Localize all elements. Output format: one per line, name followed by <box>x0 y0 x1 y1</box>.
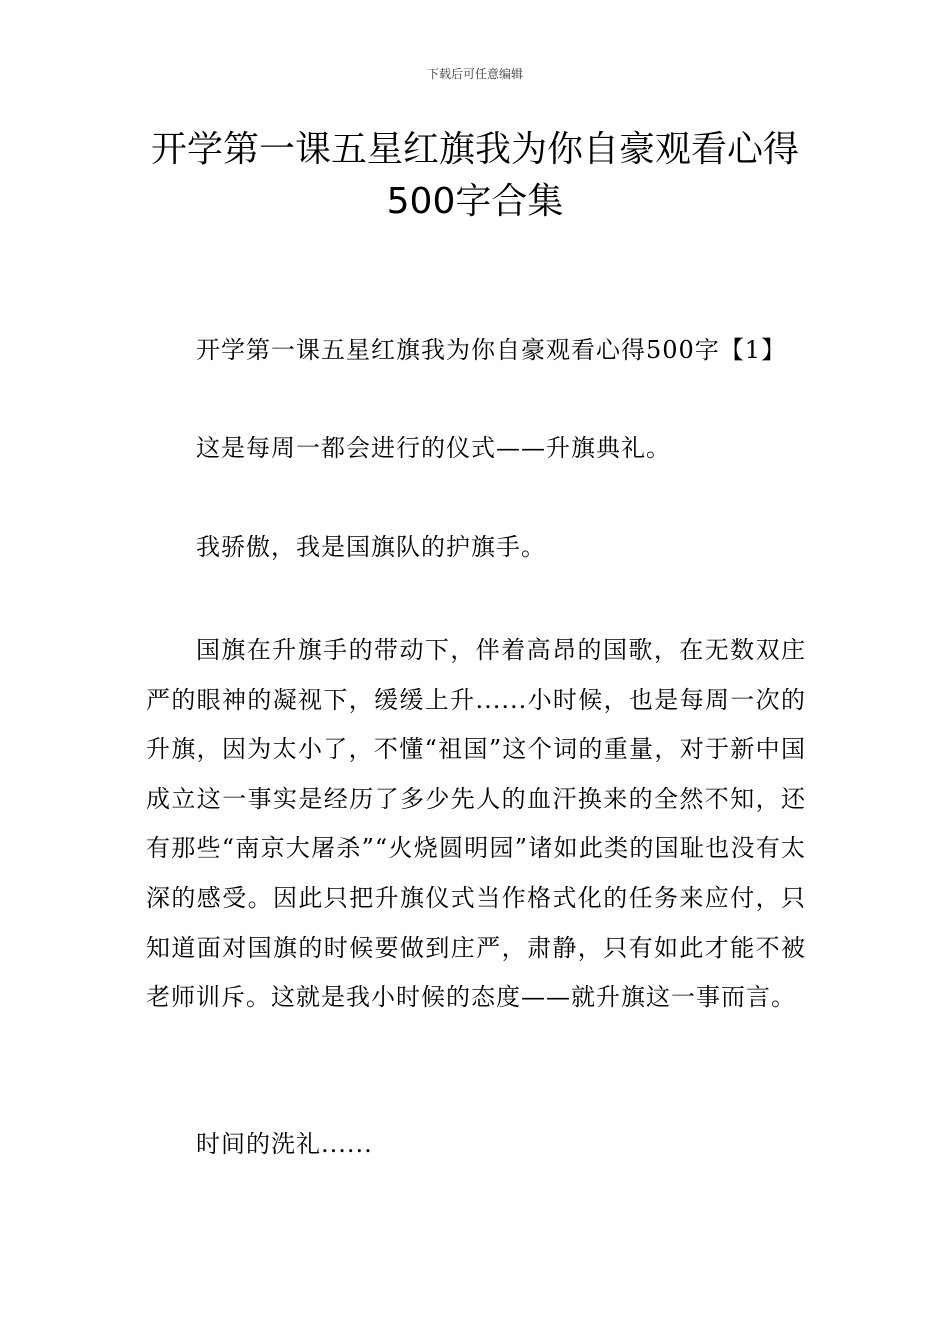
paragraph-3: 国旗在升旗手的带动下，伴着高昂的国歌，在无数双庄严的眼神的凝视下，缓缓上升......小时候，也是每周一次的升旗，因为太小了，不懂“祖国”这个词的重量，对于新中国成立这一事实是经历了多少先人的血汗换来的全然不知，还有那些“南京大屠杀”“火烧圆明园”诸如此类的国耻也没有太深的感受。因此只把升旗仪式当作格式化的任务来应付，只知道面对国旗的时候要做到庄严，肃静，只有如此才能不被老师训斥。这就是我小时候的态度——就升旗这一事而言。 <box>146 636 806 1012</box>
document-title: 开学第一课五星红旗我为你自豪观看心得500字合集 <box>150 129 799 222</box>
paragraph-1: 这是每周一都会进行的仪式——升旗典礼。 <box>196 434 671 462</box>
paragraph-2: 我骄傲，我是国旗队的护旗手。 <box>196 533 546 561</box>
paragraph-4: 时间的洗礼...... <box>196 1130 373 1158</box>
section-heading: 开学第一课五星红旗我为你自豪观看心得500字【1】 <box>196 336 787 364</box>
header-note: 下载后可任意编辑 <box>426 67 523 81</box>
